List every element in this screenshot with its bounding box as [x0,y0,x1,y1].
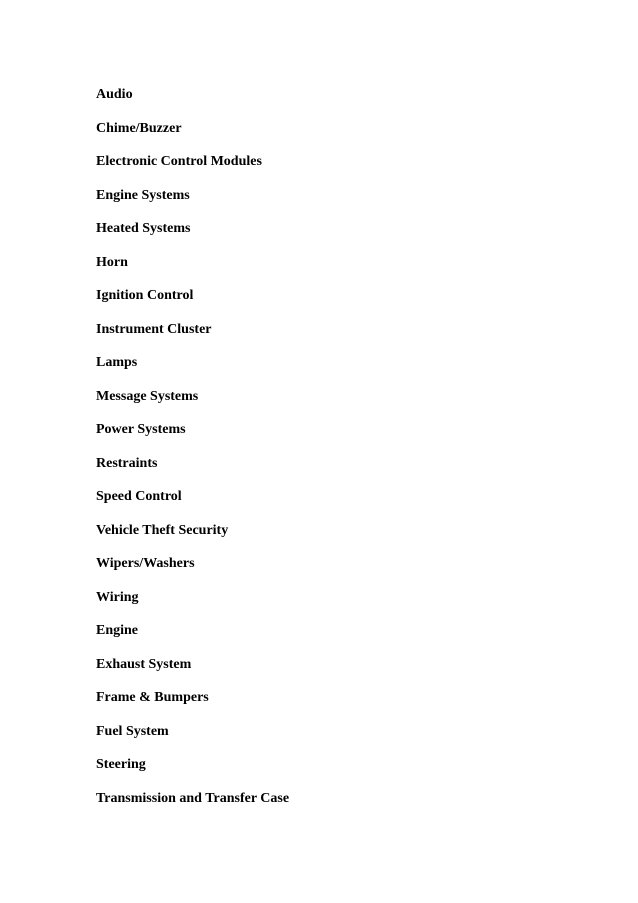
list-item: Heated Systems [96,221,191,236]
list-item: Ignition Control [96,288,194,303]
list-item: Instrument Cluster [96,321,212,337]
list-item: Transmission and Transfer Case [96,790,290,806]
list-item: Frame & Bumpers [96,690,209,705]
list-item: Horn [96,254,128,270]
list-item: Engine Systems [96,187,190,203]
list-item: Wipers/Washers [96,556,195,571]
list-item: Vehicle Theft Security [96,522,229,538]
list-item: Message Systems [96,388,199,404]
list-item: Lamps [96,355,138,370]
list-item: Audio [96,87,133,102]
list-item: Speed Control [96,489,182,504]
list-item: Engine [96,623,139,638]
list-item: Fuel System [96,723,169,739]
list-item: Electronic Control Modules [96,154,262,169]
list-item: Restraints [96,455,158,471]
list-item: Power Systems [96,422,186,437]
list-item: Chime/Buzzer [96,120,182,136]
list-item: Exhaust System [96,656,192,672]
topic-list [96,86,289,823]
list-item: Wiring [96,589,139,605]
list-item: Steering [96,757,146,772]
